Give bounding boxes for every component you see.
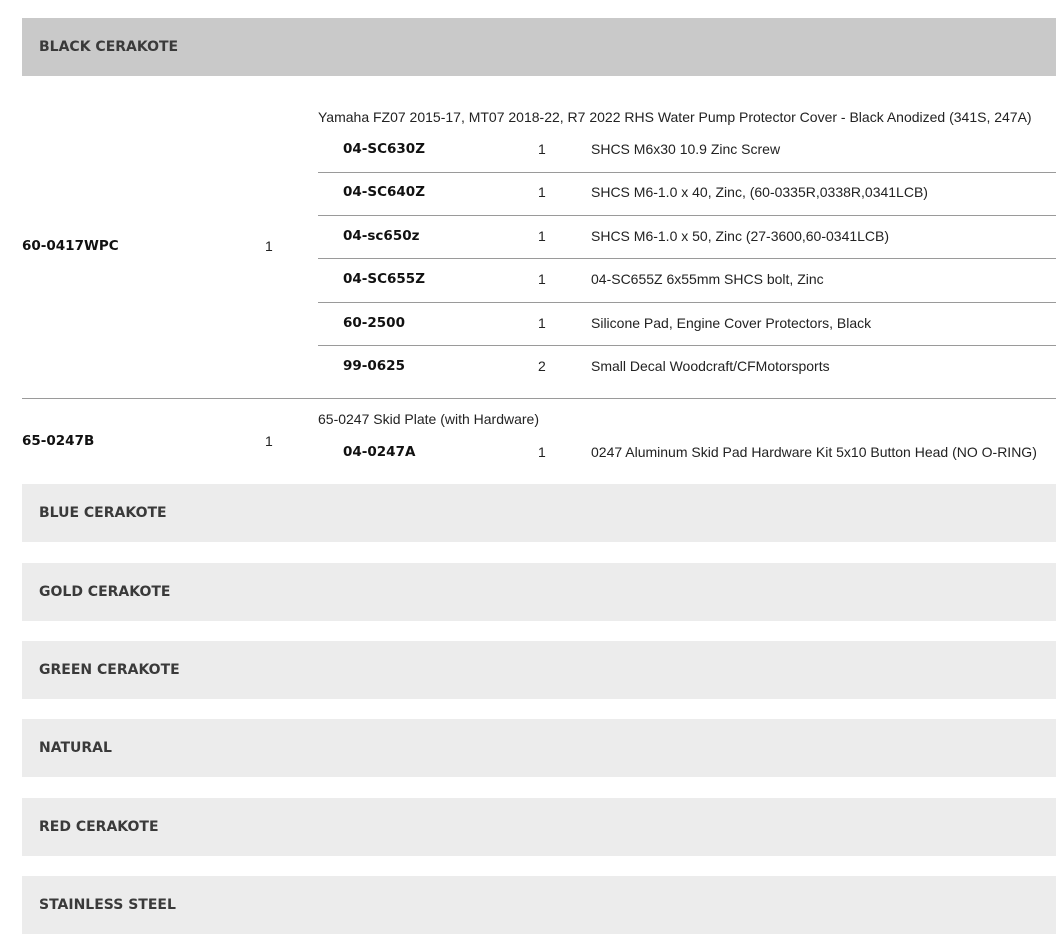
part-description: 65-0247 Skid Plate (with Hardware) bbox=[318, 411, 539, 427]
accordion-blue-cerakote[interactable] bbox=[22, 484, 1056, 542]
component-part-number[interactable]: 04-0247A bbox=[343, 444, 416, 460]
component-row bbox=[318, 259, 1056, 303]
component-row bbox=[318, 303, 1056, 346]
accordion-title: BLUE CERAKOTE bbox=[39, 505, 167, 521]
component-description: Small Decal Woodcraft/CFMotorsports bbox=[591, 358, 830, 374]
component-part-number[interactable]: 04-SC640Z bbox=[343, 184, 425, 200]
component-quantity: 1 bbox=[538, 315, 546, 331]
component-row bbox=[318, 173, 1056, 216]
component-row bbox=[318, 129, 1056, 173]
part-number[interactable]: 65-0247B bbox=[22, 433, 95, 449]
accordion-green-cerakote[interactable] bbox=[22, 641, 1056, 699]
component-quantity: 1 bbox=[538, 444, 546, 460]
component-part-number[interactable]: 99-0625 bbox=[343, 358, 405, 374]
component-quantity: 1 bbox=[538, 184, 546, 200]
accordion-title: NATURAL bbox=[39, 740, 112, 756]
component-description: Silicone Pad, Engine Cover Protectors, Black bbox=[591, 315, 872, 331]
accordion-stainless-steel[interactable] bbox=[22, 876, 1056, 934]
accordion-gold-cerakote[interactable] bbox=[22, 563, 1056, 621]
accordion-title: BLACK CERAKOTE bbox=[39, 39, 179, 55]
accordion-black-cerakote[interactable] bbox=[22, 18, 1056, 76]
component-description: SHCS M6x30 10.9 Zinc Screw bbox=[591, 141, 781, 157]
accordion-title: GREEN CERAKOTE bbox=[39, 662, 180, 678]
component-part-number[interactable]: 04-sc650z bbox=[343, 228, 420, 244]
component-quantity: 2 bbox=[538, 358, 546, 374]
component-row bbox=[318, 432, 1056, 472]
component-description: SHCS M6-1.0 x 40, Zinc, (60-0335R,0338R,0341LCB) bbox=[591, 184, 928, 200]
accordion-natural[interactable] bbox=[22, 719, 1056, 777]
accordion-title: GOLD CERAKOTE bbox=[39, 584, 171, 600]
accordion-title: RED CERAKOTE bbox=[39, 819, 159, 835]
component-quantity: 1 bbox=[538, 141, 546, 157]
accordion-title: STAINLESS STEEL bbox=[39, 897, 176, 913]
part-quantity: 1 bbox=[265, 238, 273, 254]
component-description: 04-SC655Z 6x55mm SHCS bolt, Zinc bbox=[591, 271, 824, 287]
row-divider bbox=[22, 398, 1056, 399]
part-description: Yamaha FZ07 2015-17, MT07 2018-22, R7 2022 RHS Water Pump Protector Cover - Black Anodized (341S, 247A) bbox=[318, 109, 1032, 125]
part-number[interactable]: 60-0417WPC bbox=[22, 238, 119, 254]
component-description: SHCS M6-1.0 x 50, Zinc (27-3600,60-0341LCB) bbox=[591, 228, 890, 244]
component-part-number[interactable]: 60-2500 bbox=[343, 315, 405, 331]
accordion-red-cerakote[interactable] bbox=[22, 798, 1056, 856]
component-part-number[interactable]: 04-SC655Z bbox=[343, 271, 425, 287]
component-row bbox=[318, 216, 1056, 259]
component-description: 0247 Aluminum Skid Pad Hardware Kit 5x10 Button Head (NO O-RING) bbox=[591, 444, 1037, 460]
component-part-number[interactable]: 04-SC630Z bbox=[343, 141, 425, 157]
component-quantity: 1 bbox=[538, 271, 546, 287]
part-quantity: 1 bbox=[265, 433, 273, 449]
component-row bbox=[318, 346, 1056, 390]
component-quantity: 1 bbox=[538, 228, 546, 244]
